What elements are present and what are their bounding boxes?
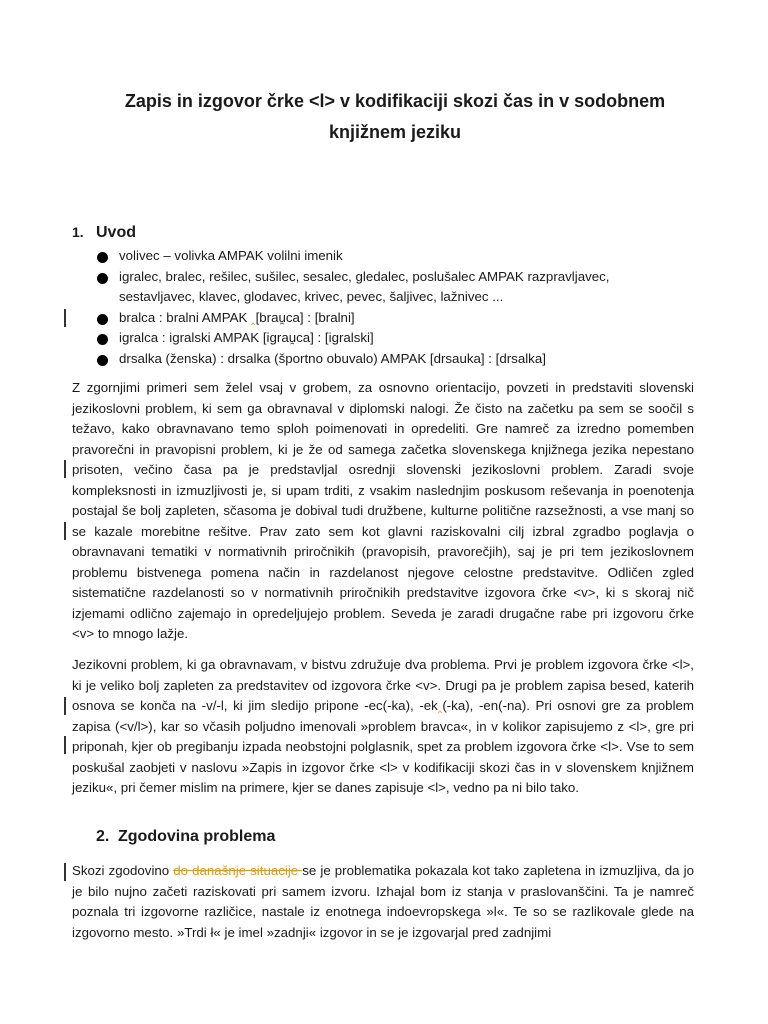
change-bar (64, 697, 66, 715)
list-item-text: [brau̯ca] : [bralni] (255, 309, 355, 325)
change-bar (64, 460, 66, 478)
list-item (96, 328, 656, 349)
list-item-text: bralca : bralni AMPAK (119, 309, 252, 325)
title-line-1: Zapis in izgovor črke <l> v kodifikaciji skozi čas in v sodobnem (124, 91, 666, 111)
paragraph-text: Jezikovni problem, ki ga obravnavam, v bistvu združuje dva problema. Prvi je problem izgovora črke <l>, ki je veliko bolj zapleten za predstavitev od izgovora črke <v>. Drugi pa je problem zapisa besed, katerih osnova se konča na -v/-l, ki jim sledijo pripone -ec(-ka), -ek (72, 657, 694, 713)
change-bar (64, 863, 66, 881)
list-item (96, 308, 656, 329)
insertion-mark: ‸ (437, 698, 443, 713)
document-title (110, 86, 680, 148)
example-list (96, 246, 656, 369)
paragraph-text: za problem izgovora črke <l>. Vse to sem poskušal zaobjeti v naslovu »Zapis in izgovor črke <l> v kodifikaciji skozi čas in v slovenskem knjižnem jeziku«, pri čemer mislim na primere, kjer se danes zapisuje <l>, vedno pa ni bilo tako. (72, 739, 694, 795)
paragraph-history (72, 861, 694, 943)
paragraph-intro (72, 378, 694, 645)
list-item-text: igralec, bralec, rešilec, sušilec, sesalec, gledalec, poslušalec AMPAK razpravljavec, sestavljavec, klavec, glodavec, krivec, pevec, šaljivec, lažnivec ... (119, 268, 610, 304)
list-item-text: drsalka (ženska) : drsalka (športno obuvalo) AMPAK [drsauka] : [drsalka] (119, 350, 546, 366)
change-bar (64, 522, 66, 540)
title-line-2: knjižnem jeziku (328, 122, 462, 142)
paragraph-problem (72, 655, 694, 799)
change-bar (64, 736, 66, 754)
paragraph-text: (-ka), -en(-na). Pri osnovi gre za problem zapisa (<v/l>), kar so včasih poljudno imenovali »problem bravca«, in v kolikor zapisujemo z <l>, gre pri priponah, kjer ob pregibanju izpada neobstojni polglasnik, spet (72, 698, 694, 754)
list-item (96, 267, 656, 308)
list-item (96, 349, 656, 370)
insertion-mark: ‸ (251, 309, 256, 325)
paragraph-text: politične razsežnosti, a vse manj so se kazale morebitne rešitve. Prav zato sem kot glavni raziskovalni cilj izbral zgradbo poglavja o obravnavani tematiki v normativnih priročnikih (pravopisih, pravorečjih), saj je pri tem jezikoslovnem problemu bistvenega pomena način in razdelanost njegove celostne predstavitve. Odličen zgled sistematične razdelanosti so v normativnih priročnikih predstavitve izgovora črke <v>, ki s skoraj nič izjemami odlično zajemajo in opredeljujejo problem. Seveda je zaradi drugačne rabe pri izgovoru črke <v> to mnogo lažje. (72, 503, 694, 641)
section-number: 2. (96, 828, 110, 845)
paragraph-text: Skozi zgodovino (72, 863, 174, 878)
section-heading-uvod (72, 224, 136, 242)
section-heading-zgodovina (96, 828, 275, 846)
paragraph-text: Z zgornjimi primeri sem želel vsaj v grobem, za osnovno orientacijo, povzeti in predstaviti slovenski jezikoslovni problem, ki sem ga obravnaval v diplomski nalogi. Že čisto na začetku pa sem se soočil s težavo, kako obravnavano temo sploh poimenovati in opredeliti. Gre namreč za izredno pomemben pravorečni in pravopisni problem, ki je že od samega začetka slovenskega knjižnega jezika nepestano prisoten, večino časa pa je (72, 380, 694, 477)
list-item (96, 246, 656, 267)
deleted-text: do današnje situacije (173, 863, 303, 878)
paragraph-text: se je problematika pokazala kot tako zapletena in izmuzljiva, da jo je bilo nujno začeti raziskovati pri samem izvoru. Izhajal bom iz stanja v praslovanščini. Ta je namreč poznala tri izgovorne različice, nastale iz enotnega indoevropskega »l«. Te so se razlikovale glede na izgovorno mesto. »Trdi ł« je imel »zadnji« izgovor in se je izgovarjal pred zadnjimi (72, 863, 694, 940)
change-bar (64, 309, 66, 327)
section-title: Uvod (96, 224, 136, 241)
list-item-text: igralca : igralski AMPAK [igrau̯ca] : [igralski] (119, 330, 374, 345)
paragraph-text: predstavljal osrednji slovenski jezikoslovni problem. Zaradi svoje kompleksnosti in izmuzljivosti je, si upam trditi, z vsakim naslednjim poskusom reševanja in poenotenja postajal še bolj zapleten, sčasoma je dobival tudi družbene, kulturne (72, 462, 694, 518)
list-item-text: volivec – volivka AMPAK volilni imenik (119, 248, 343, 263)
section-title: Zgodovina problema (118, 828, 276, 845)
section-number: 1. (72, 224, 84, 240)
